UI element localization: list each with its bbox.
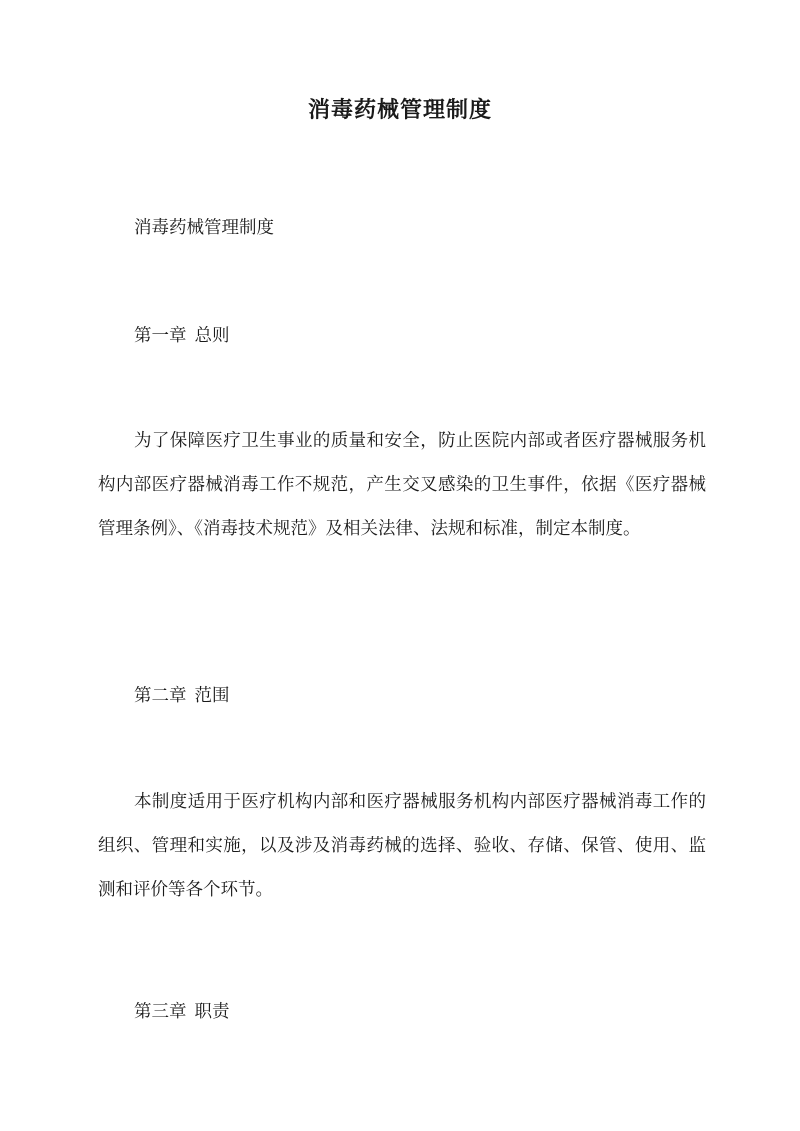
chapter-name: 职责: [194, 1002, 230, 1022]
chapter-number: 第三章: [134, 1002, 187, 1022]
chapter-heading: [98, 314, 706, 358]
document-title: 消毒药械管理制度: [307, 97, 492, 123]
chapter-name: 总则: [194, 326, 230, 346]
chapter-body: 本制度适用于医疗机构内部和医疗器械服务机构内部医疗器械消毒工作的组织、管理和实施，以及涉及消毒药械的选择、验收、存储、保管、使用、监测和评价等各个环节。: [98, 792, 706, 900]
chapter-body: 为了保障医疗卫生事业的质量和安全，防止医院内部或者医疗器械服务机构内部医疗器械消毒工作不规范，产生交叉感染的卫生事件，依据《医疗器械管理条例》、《消毒技术规范》及相关法律、法规和标准，制定本制度。: [98, 431, 706, 539]
chapter-number: 第一章: [134, 326, 187, 346]
chapter-number: 第二章: [134, 686, 187, 706]
chapter-heading: [98, 990, 706, 1034]
chapter-name: 范围: [194, 686, 230, 706]
chapter-heading: [98, 674, 706, 718]
document-subtitle: 消毒药械管理制度: [134, 218, 274, 238]
